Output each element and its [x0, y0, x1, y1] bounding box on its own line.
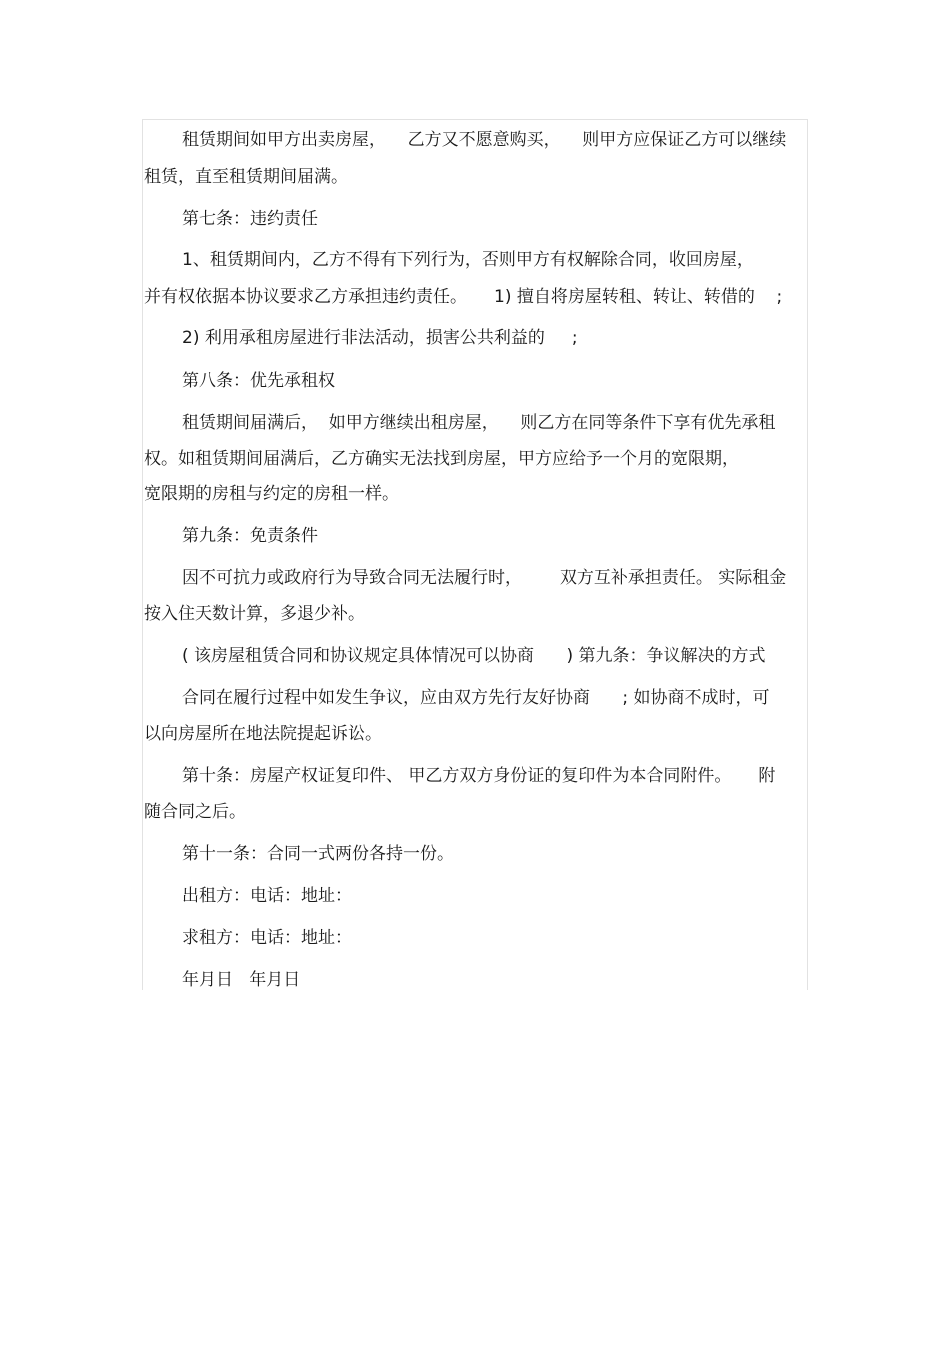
- text-line: 第十条：房屋产权证复印件、 甲乙方双方身份证的复印件为本合同附件。 附: [182, 766, 776, 786]
- section-heading: 第九条：免责条件: [182, 526, 318, 546]
- text-line: 宽限期的房租与约定的房租一样。: [144, 484, 399, 504]
- text-line: 以向房屋所在地法院提起诉讼。: [144, 724, 382, 744]
- text-line: 按入住天数计算，多退少补。: [144, 604, 365, 624]
- text-line: 租赁期间届满后， 如甲方继续出租房屋， 则乙方在同等条件下享有优先承租: [182, 413, 776, 433]
- signature-line: 出租方：电话：地址：: [182, 886, 352, 906]
- text-line: 合同在履行过程中如发生争议，应由双方先行友好协商 ; 如协商不成时，可: [182, 688, 770, 708]
- section-heading: 第七条：违约责任: [182, 209, 318, 229]
- text-line: 权。如租赁期间届满后，乙方确实无法找到房屋，甲方应给予一个月的宽限期，: [144, 449, 739, 469]
- text-line: 随合同之后。: [144, 802, 246, 822]
- date-line: 年月日 年月日: [182, 970, 301, 990]
- text-line: 因不可抗力或政府行为导致合同无法履行时， 双方互补承担责任。 实际租金: [182, 568, 787, 588]
- text-line: 1、租赁期间内，乙方不得有下列行为，否则甲方有权解除合同，收回房屋，: [182, 250, 754, 270]
- text-line: 租赁期间如甲方出卖房屋， 乙方又不愿意购买， 则甲方应保证乙方可以继续: [182, 130, 787, 150]
- section-heading: 第十一条：合同一式两份各持一份。: [182, 844, 454, 864]
- text-line: 2) 利用承租房屋进行非法活动，损害公共利益的 ;: [182, 328, 578, 348]
- text-line: 并有权依据本协议要求乙方承担违约责任。 1) 擅自将房屋转租、转让、转借的 ;: [144, 287, 783, 307]
- signature-line: 求租方：电话：地址：: [182, 928, 352, 948]
- text-line: 租赁，直至租赁期间届满。: [144, 167, 348, 187]
- section-heading: 第八条：优先承租权: [182, 371, 335, 391]
- text-line: ( 该房屋租赁合同和协议规定具体情况可以协商 ) 第九条：争议解决的方式: [182, 646, 766, 666]
